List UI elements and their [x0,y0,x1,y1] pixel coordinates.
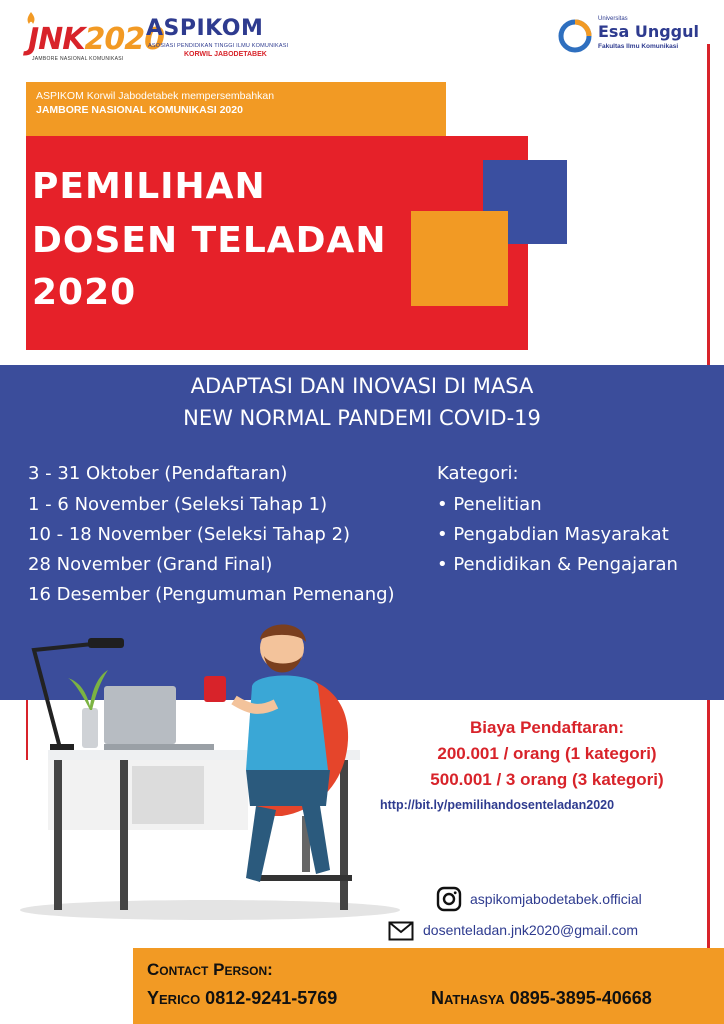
email-address[interactable]: dosenteladan.jnk2020@gmail.com [423,922,639,938]
category-item: • Pendidikan & Pengajaran [437,554,678,575]
instagram-icon [436,886,462,912]
desk-illustration-svg [20,620,420,920]
desk-illustration [20,620,420,920]
esa-unggul-name: Esa Unggul [598,22,699,41]
fee-heading: Biaya Pendaftaran: [470,718,624,737]
frame-line-right [707,44,710,366]
schedule-item: 3 - 31 Oktober (Pendaftaran) [28,463,288,484]
aspikom-region: KORWIL JABODETABEK [184,51,267,58]
envelope-icon [388,921,414,941]
presenter-banner [26,82,446,136]
presenter-line-2: JAMBORE NASIONAL KOMUNIKASI 2020 [36,104,243,116]
category-item: • Penelitian [437,494,542,515]
category-item: • Pengabdian Masyarakat [437,524,669,545]
contact-person-1: Yerico 0812-9241-5769 [147,988,338,1008]
contact-label: Contact Person: [147,960,273,979]
aspikom-subtitle: ASOSIASI PENDIDIKAN TINGGI ILMU KOMUNIKASI [148,43,289,49]
schedule-item: 16 Desember (Pengumuman Pemenang) [28,584,395,605]
esa-unggul-prefix: Universitas [598,16,628,22]
aspikom-wordmark: ASPIKOM [146,16,264,41]
contact-person-2: Nathasya 0895-3895-40668 [431,988,652,1008]
title-line-2: DOSEN TELADAN [32,220,387,261]
esa-unggul-faculty: Fakultas Ilmu Komunikasi [598,43,679,50]
theme-line-1: ADAPTASI DAN INOVASI DI MASA [190,374,534,398]
contact-bar [133,948,724,1024]
fee-line-2: 500.001 / 3 orang (3 kategori) [430,770,664,789]
schedule-item: 28 November (Grand Final) [28,554,273,575]
schedule-item: 1 - 6 November (Seleksi Tahap 1) [28,494,328,515]
instagram-handle[interactable]: aspikomjabodetabek.official [470,891,642,907]
presenter-line-1: ASPIKOM Korwil Jabodetabek mempersembahkan [36,90,275,102]
esa-unggul-emblem-icon [558,19,592,58]
jnk-wordmark: JNK2020 [28,22,165,57]
jnk-subtitle: JAMBORE NASIONAL KOMUNIKASI [32,56,124,62]
aspikom-logo [146,16,296,64]
theme-line-2: NEW NORMAL PANDEMI COVID-19 [183,406,541,430]
schedule-item: 10 - 18 November (Seleksi Tahap 2) [28,524,351,545]
decor-orange-square [411,211,508,306]
registration-link[interactable]: http://bit.ly/pemilihandosenteladan2020 [380,798,615,812]
esa-unggul-logo [558,16,698,60]
fee-line-1: 200.001 / orang (1 kategori) [437,744,657,763]
jnk-logo [26,14,165,62]
title-line-3: 2020 [32,272,137,313]
title-line-1: PEMILIHAN [32,166,266,207]
categories-heading: Kategori: [437,463,519,484]
